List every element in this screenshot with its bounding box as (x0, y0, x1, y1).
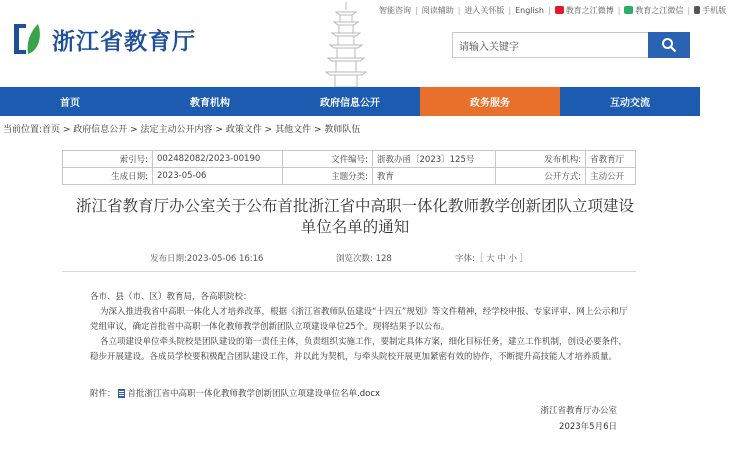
breadcrumb[interactable]: 当前位置:首页 > 政府信息公开 > 法定主动公开内容 > 政策文件 > 其他文件 > 教师队伍 (3, 125, 361, 135)
title-line-1: 浙江省教育厅办公室关于公布首批浙江省中高职一体化教师教学创新团队立项建设 (75, 197, 634, 215)
meta-org-value: 省教育厅 (586, 151, 636, 168)
title-line-2: 单位名单的通知 (300, 218, 410, 236)
toplink-reading-aid[interactable]: 阅读辅助 (421, 5, 454, 15)
top-links-bar: 智能咨询 | 阅读辅助 | 进入关怀版 | English | 教育之江微博 | 教育之江微信 | 手机版 (375, 3, 730, 17)
nav-gov-info[interactable]: 政府信息公开 (320, 98, 380, 109)
attachment-row (90, 387, 380, 399)
meta-org-label: 发布机构: (496, 151, 586, 168)
body-paragraph-1: 为深入推进我省中高职一体化人才培养改革，根据《浙江省教师队伍建设“十四五”规划》等文件精神，经学校申报、专家评审、网上公示和厅党组审议，确定首批省中高职一体化教师教学创新团队立项建设单位25个。现将结果予以公布。 (90, 307, 628, 332)
meta-index-value: 002482082/2023-00190 (153, 151, 283, 168)
meta-date-value: 2023-05-06 (153, 168, 283, 185)
publish-date: 发布日期:2023-05-06 16:16 (150, 254, 264, 264)
meta-mode-value: 主动公开 (586, 168, 636, 185)
nav-interaction[interactable]: 互动交流 (610, 98, 650, 109)
weibo-icon (555, 6, 564, 14)
meta-topic-value: 教育 (373, 168, 496, 185)
meta-docno-label: 文件编号: (283, 151, 373, 168)
pagoda-illustration (316, 0, 376, 87)
document-meta-table (62, 150, 636, 185)
word-document-icon (118, 389, 125, 398)
toplink-weibo[interactable]: 教育之江微博 (551, 5, 618, 16)
attachment-label: 附件： (90, 389, 116, 399)
attachment-link[interactable]: 首批浙江省中高职一体化教师教学创新团队立项建设单位名单.docx (127, 389, 381, 399)
signer: 浙江省教育厅办公室 (540, 406, 617, 416)
nav-gov-services[interactable]: 政务服务 (420, 87, 560, 116)
nav-home[interactable]: 首页 (60, 98, 80, 109)
sign-date: 2023年5月6日 (559, 422, 617, 432)
search-button[interactable] (648, 32, 690, 58)
search-icon (661, 37, 677, 53)
divider (62, 271, 636, 272)
wechat-icon (624, 6, 633, 14)
view-count: 浏览次数: 128 (336, 254, 392, 264)
body-paragraph-2: 各立项建设单位牵头院校是团队建设的第一责任主体，负责组织实施工作，要制定具体方案，细化目标任务，建立工作机制，创设必要条件，稳步开展建设。各成员学校要积极配合团队建设工作，并以此为契机，与牵头院校开展更加紧密有效的协作，不断提升高技能人才培养质量。 (90, 337, 628, 362)
toplink-mobile[interactable]: 手机版 (690, 5, 730, 16)
toplink-english[interactable]: English (515, 5, 544, 15)
main-nav (0, 87, 700, 116)
toplink-wechat[interactable]: 教育之江微信 (620, 5, 687, 16)
meta-mode-label: 公开方式: (496, 168, 586, 185)
toplink-smart-consult[interactable]: 智能咨询 (379, 5, 411, 15)
font-size-switcher[interactable]: 字体:［ 大 中 小 ］ (455, 254, 529, 264)
meta-topic-label: 主题分类: (283, 168, 373, 185)
page-title (70, 196, 640, 238)
site-name: 浙江省教育厅 (52, 28, 196, 55)
meta-index-label: 索引号: (63, 151, 153, 168)
site-header (0, 0, 727, 87)
toplink-care-mode[interactable]: 进入关怀版 (464, 5, 505, 15)
mobile-icon (694, 6, 700, 14)
nav-institutions[interactable]: 教育机构 (190, 98, 230, 109)
salutation: 各市、县（市、区）教育局，各高职院校： (90, 292, 252, 302)
search-bar (452, 32, 690, 58)
site-logo[interactable] (10, 20, 196, 58)
meta-date-label: 生成日期: (63, 168, 153, 185)
search-input[interactable]: 请输入关键字 (452, 32, 648, 58)
meta-docno-value: 浙教办函〔2023〕125号 (373, 151, 496, 168)
logo-emblem-icon (10, 20, 44, 58)
